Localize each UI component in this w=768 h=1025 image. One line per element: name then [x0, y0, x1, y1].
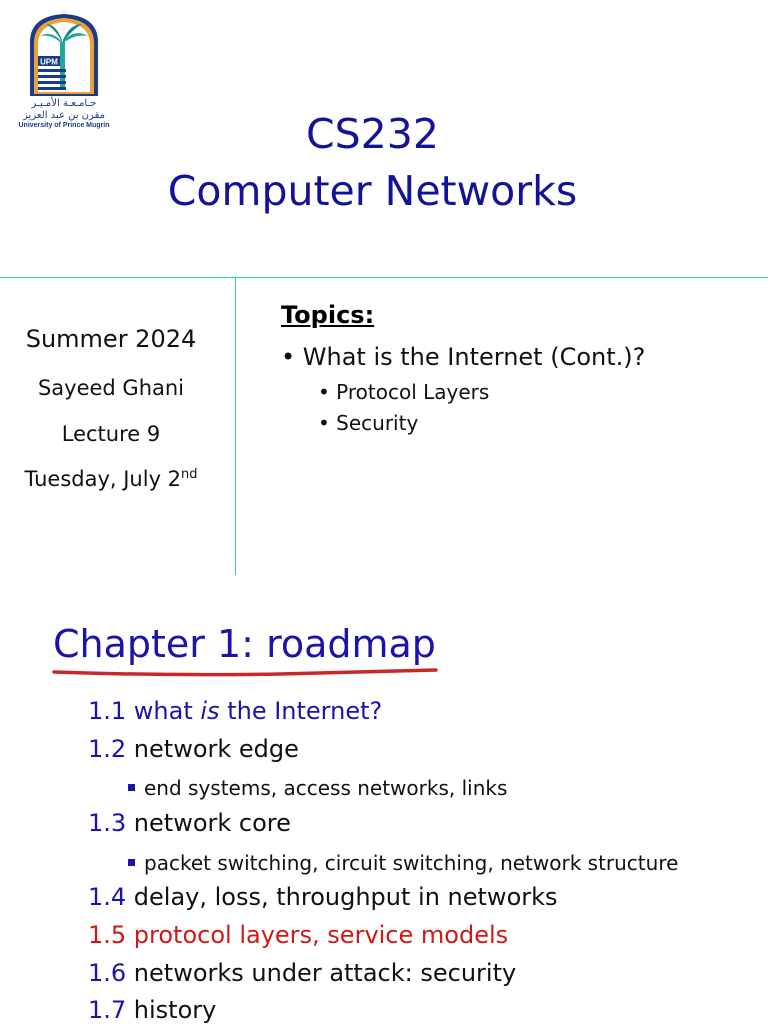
roadmap-item-1-1	[88, 696, 382, 726]
item-number: 1.3	[88, 809, 127, 837]
term: Summer 2024	[25, 325, 197, 353]
title-underline	[50, 666, 442, 680]
roadmap-item-1-4	[88, 882, 558, 912]
bullet-text: end systems, access networks, links	[144, 776, 508, 800]
item-text: network edge	[126, 735, 299, 763]
item-emphasis: is	[200, 697, 220, 725]
item-text: the Internet?	[219, 697, 383, 725]
lecture-number: Lecture 9	[61, 422, 161, 446]
course-code: CS232	[306, 110, 439, 158]
item-text: history	[126, 996, 217, 1024]
instructor-name: Sayeed Ghani	[37, 376, 185, 400]
logo-arabic-line2: مقرن بن عبد العزيز	[23, 110, 105, 121]
item-number: 1.7	[88, 996, 127, 1024]
item-number: 1.1	[88, 697, 127, 725]
subtopic-protocol-layers: • Protocol Layers	[318, 380, 490, 404]
vertical-divider	[235, 277, 236, 575]
square-bullet-icon	[128, 859, 135, 866]
roadmap-bullet-core	[128, 850, 678, 876]
roadmap-item-1-2	[88, 734, 299, 764]
square-bullet-icon	[128, 784, 135, 791]
date-suffix: nd	[181, 467, 198, 482]
topics-heading: Topics:	[281, 301, 375, 329]
item-text: delay, loss, throughput in networks	[126, 883, 558, 911]
item-number: 1.4	[88, 883, 127, 911]
upm-emblem-icon	[26, 12, 102, 96]
roadmap-item-1-6	[88, 958, 516, 988]
course-title	[0, 106, 745, 220]
logo-arabic-line1: جـامـعـة الأمـيـر	[31, 98, 97, 109]
horizontal-divider	[0, 277, 768, 278]
item-number: 1.5	[88, 921, 127, 949]
item-number: 1.2	[88, 735, 127, 763]
lecture-date	[0, 467, 222, 491]
roadmap-item-1-7	[88, 995, 216, 1025]
date-main: Tuesday, July 2	[24, 467, 182, 491]
bullet-text: packet switching, circuit switching, network structure	[144, 851, 679, 875]
chapter-title: Chapter 1: roadmap	[53, 622, 436, 666]
item-text: network core	[126, 809, 291, 837]
roadmap-item-1-3	[88, 808, 291, 838]
item-text: what	[126, 697, 201, 725]
roadmap-bullet-edge	[128, 775, 507, 801]
item-number: 1.6	[88, 959, 127, 987]
item-text: protocol layers, service models	[126, 921, 509, 949]
logo-english-name: University of Prince Mugrin	[18, 122, 110, 129]
roadmap-slide	[0, 590, 768, 1024]
topic-main: • What is the Internet (Cont.)?	[281, 343, 646, 371]
course-name: Computer Networks	[167, 167, 578, 215]
roadmap-item-1-5	[88, 920, 508, 950]
subtopic-security: • Security	[318, 411, 419, 435]
item-text: networks under attack: security	[126, 959, 517, 987]
logo-badge-text: UPM	[40, 57, 58, 67]
